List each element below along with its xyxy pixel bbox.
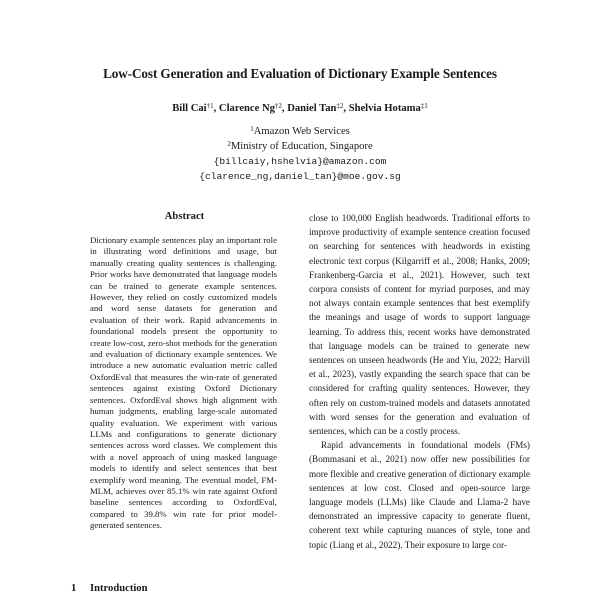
affiliation-text: Ministry of Education, Singapore — [230, 141, 373, 152]
affiliation-mark: 2 — [227, 140, 231, 148]
affiliation-mark: 1 — [250, 125, 254, 133]
affiliation — [0, 140, 600, 152]
abstract-text: Dictionary example sentences play an important role in illustrating word definitions and usage, but manually creating quality sentences is challenging. Prior works have demonstrated that language models can be trained to generate example sentences. However, they relied on costly customized models and word sense datasets for generation and evaluation of their work. Rapid advancements in foundational models present the opportunity to create low-cost, zero-shot methods for the generation and evaluation of dictionary example sentences. We introduce a new automatic evaluation metric called OxfordEval that measures the win-rate of generated sentences against existing Oxford Dictionary sentences. OxfordEval shows high alignment with human judgments, enabling large-scale automated quality evaluation. We experiment with various LLMs and configurations to generate dictionary sentences across word classes. We complement this with a novel approach of using masked language models to identify and select sentences that best exemplify word meaning. The eventual model, FM-MLM, achieves over 85.1% win rate against Oxford baseline sentences according to OxfordEval, compared to 39.8% win rate for prior model-generated sentences. — [90, 235, 277, 531]
abstract-heading: Abstract — [164, 211, 205, 222]
author-name: Bill Cai — [172, 103, 207, 114]
author-name: Clarence Ng — [218, 103, 275, 114]
author-name: Daniel Tan — [287, 103, 337, 114]
affiliation — [0, 125, 600, 137]
author-mark: ‡2 — [336, 102, 344, 110]
body-paragraph: close to 100,000 English headwords. Traditional efforts to improve productivity of example sentence creation focused on searching for sentences with headwords in existing electronic text corpus (Kilgarriff et al., 2008; Hanks, 2009; Frankenberg-Garcia et al., 2021). However, such text corpora consists of content for myriad purposes, and may not always contain example sentences that best exemplify the meanings and usage of words to support language learning. To address this, recent works have demonstrated that language models can be trained to generate new sentences on unseen headwords (He and Yiu, 2022; Harvill et al., 2023), vastly expanding the search space that can be considered for crafting quality sentences. However, they often rely on custom-trained models and datasets annotated with word senses for the generation and evaluation of sentences, which can be a costly process. — [309, 213, 530, 437]
author-name: Shelvia Hotama — [348, 103, 421, 114]
body-paragraph: Rapid advancements in foundational models (FMs) (Bommasani et al., 2021) now offer new possibilities for more flexible and creative generation of dictionary example sentences at low cost. Closed and open-source large language models (LLMs) like Claude and Llama-2 have demonstrated an impressive capacity to generate fluent, coherent text while capturing nuances of style, tone and topic (Liang et al., 2022). Their exposure to large cor- — [309, 440, 530, 550]
paper-title: Low-Cost Generation and Evaluation of Dictionary Example Sentences — [103, 66, 497, 81]
author-mark: †1 — [206, 102, 214, 110]
section-title: Introduction — [90, 583, 148, 594]
section-number: 1 — [71, 583, 77, 594]
author-mark: ‡1 — [420, 102, 428, 110]
email-line: {clarence_ng,daniel_tan}@moe.gov.sg — [199, 171, 401, 182]
email-line: {billcaiy,hshelvia}@amazon.com — [213, 156, 387, 167]
author-list: Bill Cai$^{\dagger 1}$, Clarence Ng$^{\dagger 2}$, Daniel Tan$^{\ddagger 2}$, Shelvia Hotama$^{\ddagger 1}$ — [172, 102, 428, 114]
author-mark: †2 — [274, 102, 282, 110]
section-heading — [71, 583, 148, 594]
affiliation-text: Amazon Web Services — [253, 126, 350, 137]
right-column — [309, 211, 530, 552]
